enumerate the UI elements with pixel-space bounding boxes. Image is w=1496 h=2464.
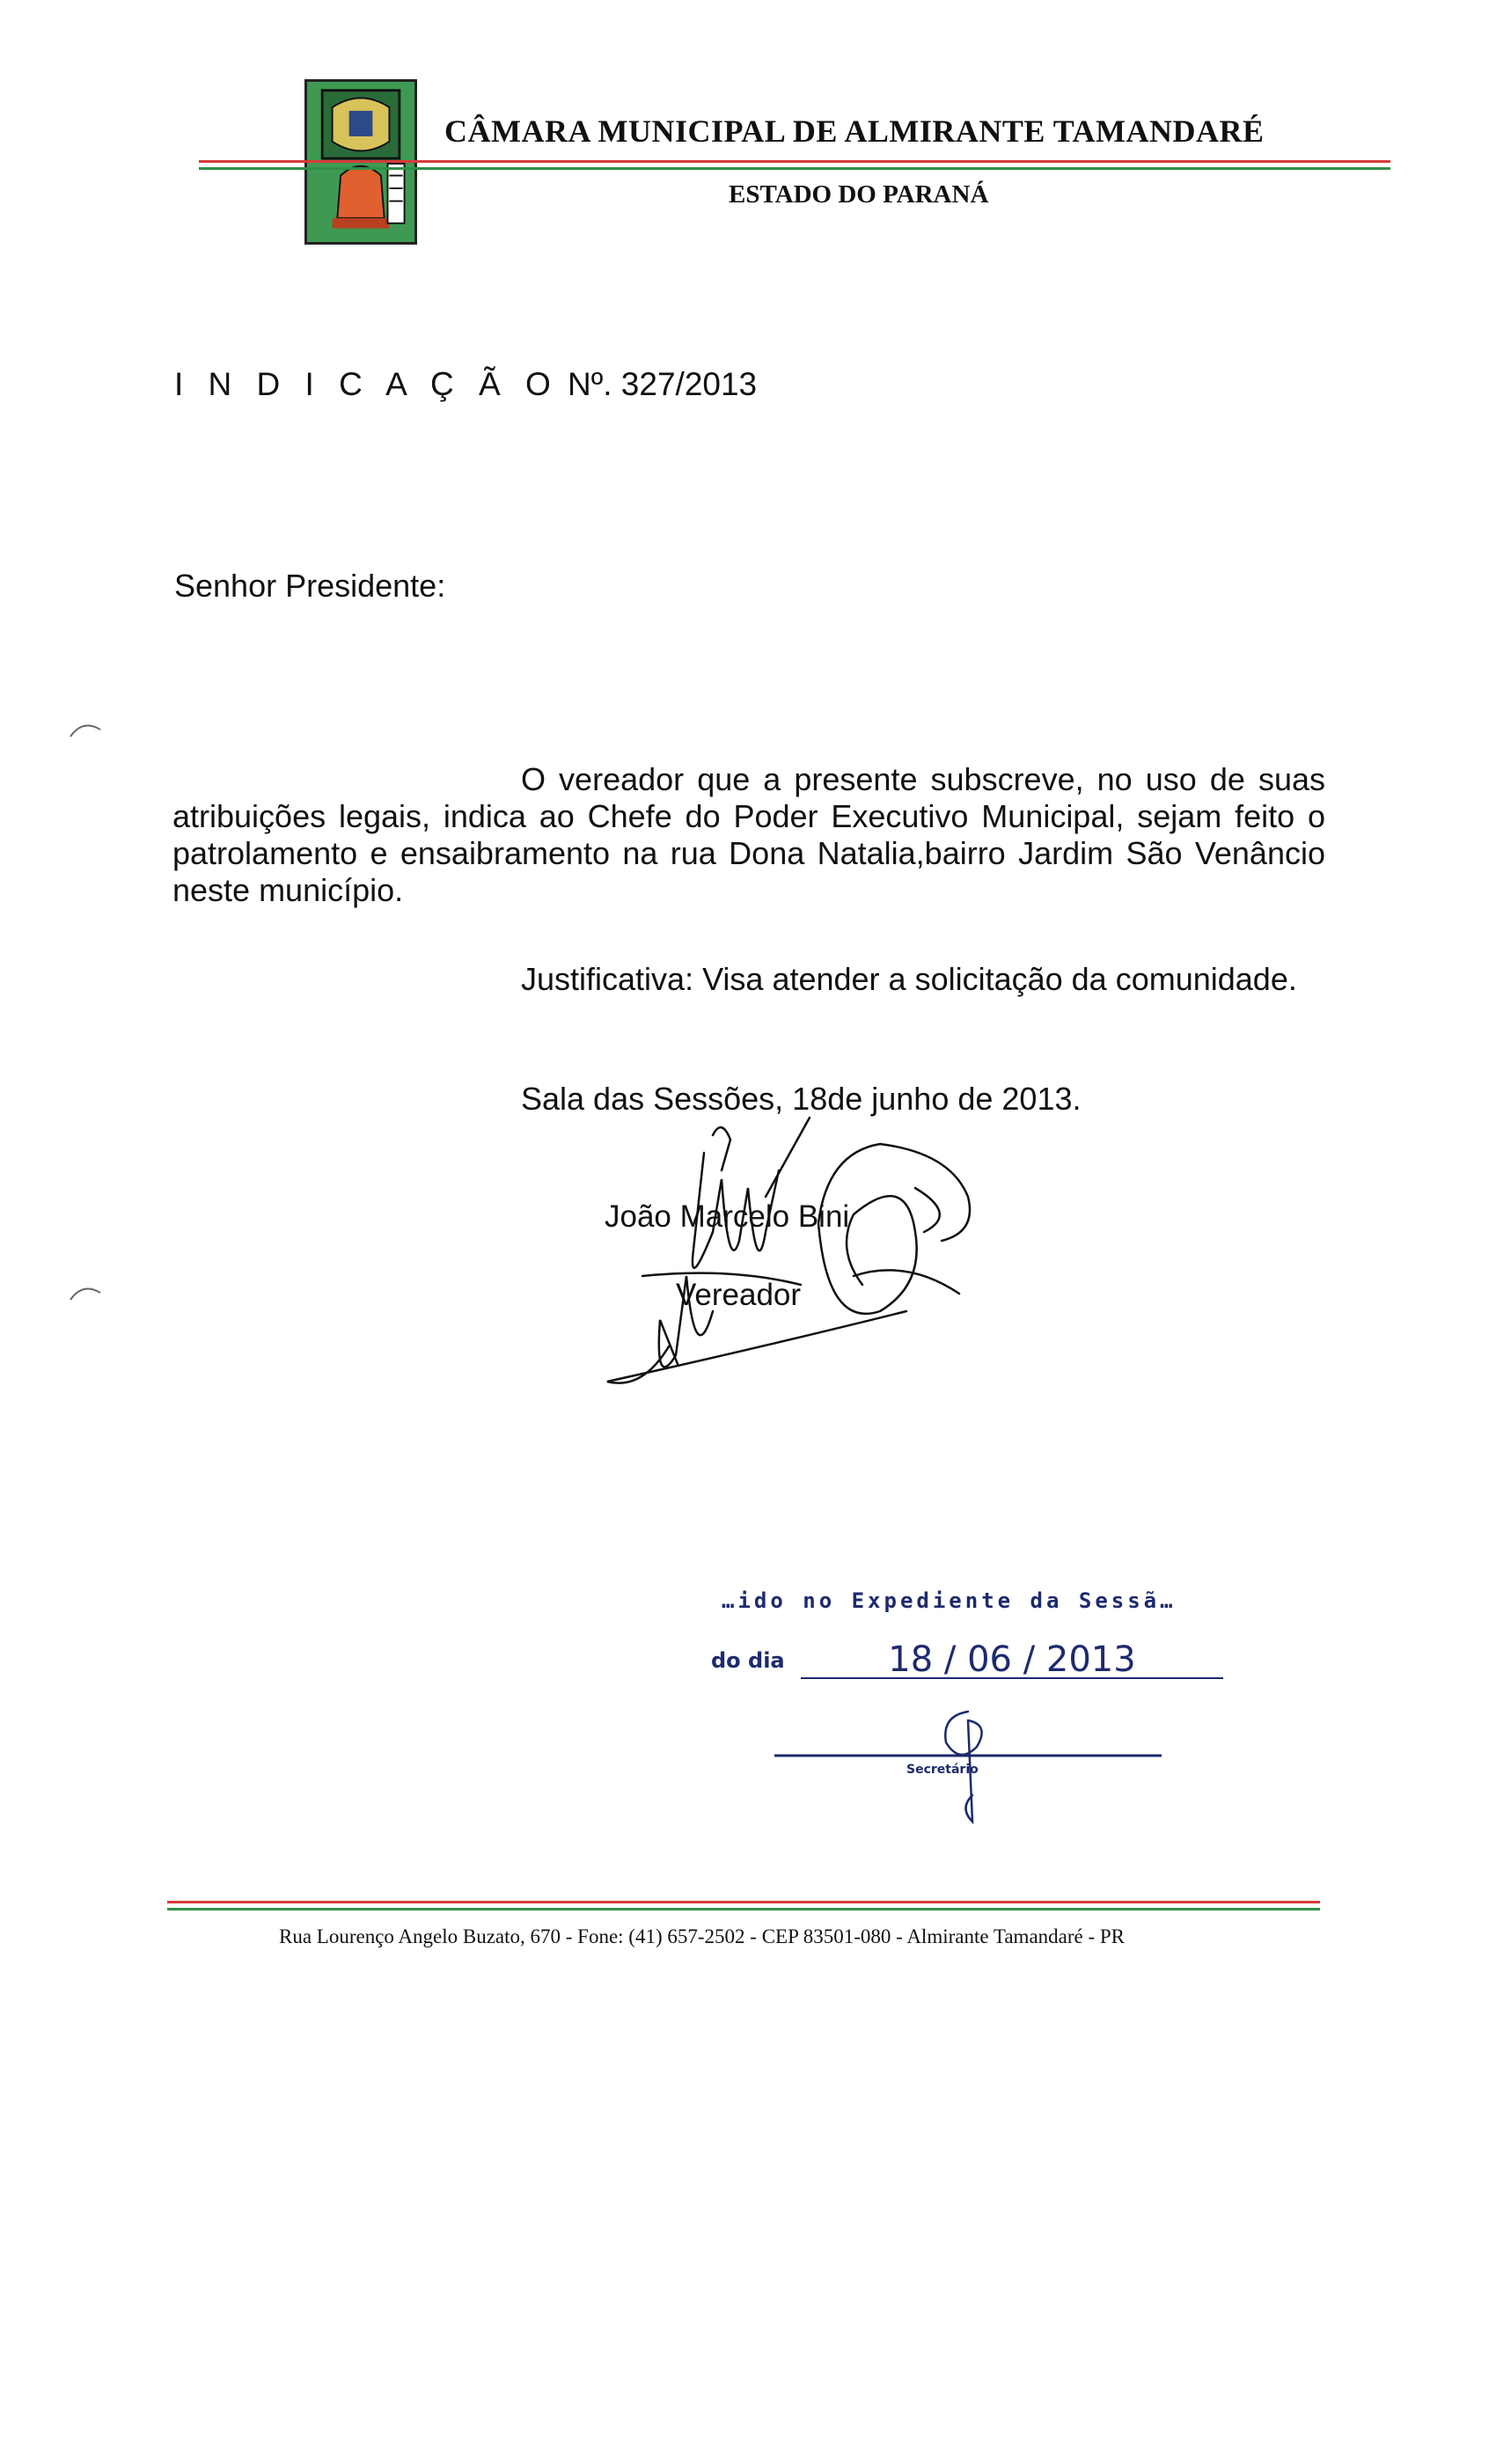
signer-role: Vereador <box>676 1278 802 1312</box>
state-name: ESTADO DO PARANÁ <box>729 180 989 209</box>
stamp-secretary-label: Secretário <box>906 1763 979 1777</box>
indication-body: O vereador que a presente subscreve, no uso de suas atribuições legais, indica ao Chefe do Poder Executivo Municipal, sejam feito o patrolamento e ensaibramento na rua Dona Natalia,bairro Jardim São Venâncio neste município. <box>172 761 1325 908</box>
footer-rule-green <box>167 1908 1320 1910</box>
footer-address: Rua Lourenço Angelo Buzato, 670 - Fone: (41) 657-2502 - CEP 83501-080 - Almirante Tamandaré - PR <box>279 1925 1126 1947</box>
document-title-word: I N D I C A Ç Ã O <box>174 366 559 402</box>
scan-mark-icon <box>69 1280 104 1303</box>
document-number: Nº. 327/2013 <box>568 366 758 402</box>
institution-name: CÂMARA MUNICIPAL DE ALMIRANTE TAMANDARÉ <box>444 114 1265 149</box>
stamp-date-value: 18 / 06 / 2013 <box>888 1639 1136 1680</box>
justification: Justificativa: Visa atender a solicitação da comunidade. <box>521 961 1297 997</box>
header-rule-green <box>199 167 1390 170</box>
stamp-day-label: do dia <box>711 1648 785 1673</box>
signer-name: João Marcelo Bini <box>605 1199 850 1234</box>
salutation: Senhor Presidente: <box>174 568 446 604</box>
scan-mark-icon <box>69 717 104 740</box>
location-date: Sala das Sessões, 18de junho de 2013. <box>521 1081 1082 1117</box>
stamp-received-text: …ido no Expediente da Sessã… <box>722 1588 1177 1613</box>
handwritten-signature-icon <box>590 1100 1003 1434</box>
footer-rule-red <box>167 1901 1320 1903</box>
document-title <box>174 366 757 403</box>
stamp-date-field <box>801 1632 1223 1685</box>
header-rule-red <box>199 160 1390 163</box>
